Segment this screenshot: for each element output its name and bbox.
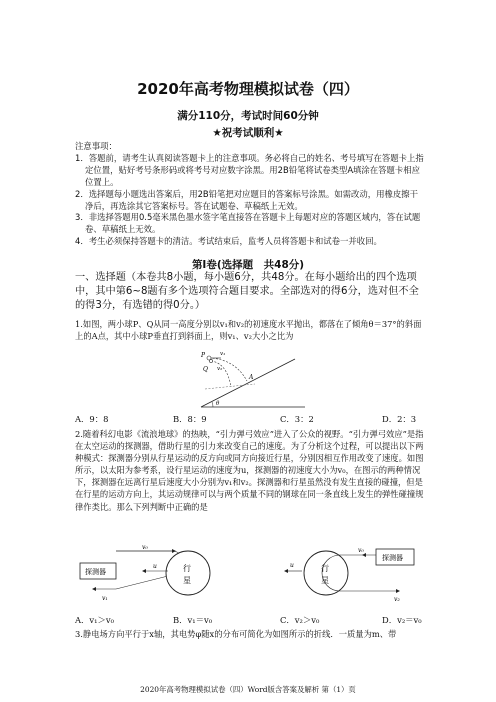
score-line: 满分110分，考试时间60分钟 (177, 110, 319, 122)
v0-label-right: v₀ (358, 547, 364, 554)
question-1-figure (195, 349, 307, 409)
planet-char-2-left: 星 (183, 576, 191, 585)
v2-label: v₂ (394, 596, 400, 603)
note-item: 4．考生必须保持答题卡的清洁。考试结束后，监考人员将答题卡和试卷一并收回。 (75, 236, 382, 247)
u-label-left: u (153, 563, 157, 570)
probe-label-right: 探测器 (382, 554, 403, 562)
part-title: 第Ⅰ卷(选择题 共48分) (191, 259, 305, 271)
label-a: A (249, 374, 254, 381)
option-b[interactable]: B．v₁＝v₀ (173, 615, 213, 625)
question-2-figure (76, 543, 424, 607)
planet-char-2-right: 星 (321, 576, 329, 585)
label-p: P (201, 352, 206, 359)
wish-line: ★祝考试顺利★ (212, 127, 284, 139)
notes-block (75, 141, 425, 248)
label-v2: v₂ (217, 366, 223, 372)
probe-label-left: 探测器 (85, 568, 106, 576)
option-b[interactable]: B．8：9 (173, 414, 207, 424)
planet-char-1-left: 行 (183, 564, 191, 573)
label-q: Q (203, 366, 208, 373)
note-item: 1．答题前，请考生认真阅读答题卡上的注意事项。务必将自己的姓名、考号填写在答题卡上指定位置，贴好考号条形码或将考号对应数字涂黑。用2B铅笔将试卷类型A填涂在答题卡相应位置上。 (75, 152, 424, 187)
option-d[interactable]: D．v₂＝v₀ (382, 615, 422, 625)
question-1-options (75, 413, 427, 425)
option-d[interactable]: D．2：3 (382, 414, 417, 424)
note-item: 3．非选择答题用0.5毫米黑色墨水签字笔直接答在答题卡上每题对应的答题区域内，答在试题卷、草稿纸上无效。 (75, 212, 421, 235)
option-a[interactable]: A．9：8 (75, 414, 109, 424)
planet-char-1-right: 行 (321, 564, 329, 573)
question-1-text: 1.如图，两小球P、Q从同一高度分别以v₁和v₂的初速度水平抛出，都落在了倾角θ＝37°的斜面上的A点，其中小球P垂直打到斜面上，则v₁、v₂大小之比为 (75, 319, 422, 342)
option-c[interactable]: C．3：2 (280, 414, 314, 424)
question-2-text: 2.随着科幻电影《流浪地球》的热映，“引力弹弓效应”进入了公众的视野。“引力弹弓效应”是指在太空运动的探测器，借助行星的引力来改变自己的速度。为了分析这个过程，可以提出以下两种模式：探测器分别从行星运动的反方向或同方向接近行星，分别因相互作用改变了速度。如图所示，以太阳为参考系，设行星运动的速度为u，探测器的初速度大小为v₀，在图示的两种情况下，探测器在远离行星后速度大小分别为v₁和v₂。探测器和行星虽然没有发生直接的碰撞，但是在行星的运动方向上，其运动规律可以与两个质量不同的钢球在同一条直线上发生的弹性碰撞规律作类比。那么下列判断中正确的是 (75, 429, 424, 512)
note-item: 2．选择题每小题选出答案后，用2B铅笔把对应题目的答案标号涂黑。如需改动，用橡皮擦干净后，再选涂其它答案标号。答在试题卷、草稿纸上无效。 (75, 188, 419, 211)
question-2-options (75, 614, 427, 626)
label-theta: θ (216, 401, 220, 407)
exam-title: 2020年高考物理模拟试卷（四） (137, 80, 359, 98)
notes-heading: 注意事项： (75, 141, 117, 151)
v0-label-left: v₀ (142, 544, 148, 551)
page-footer: 2020年高考物理模拟试卷（四）Word版含答案及解析 第（1）页 (140, 685, 356, 694)
question-3-text: 3.静电场方向平行于x轴，其电势φ随x的分布可简化为如图所示的折线．一质量为m、带 (75, 629, 397, 639)
v1-label: v₁ (102, 595, 108, 602)
option-a[interactable]: A．v₁＞v₀ (75, 615, 114, 625)
u-label-right: u (290, 562, 294, 569)
option-c[interactable]: C．v₂＞v₀ (280, 615, 320, 625)
label-v1: v₁ (220, 351, 226, 357)
section-instructions: 一、选择题（本卷共8小题，每小题6分，共48分。在每小题给出的四个选项中，其中第6~8题有多个选项符合题目要求。全部选对的得6分，选对但不全的得3分，有选错的得0分。） (75, 272, 419, 312)
